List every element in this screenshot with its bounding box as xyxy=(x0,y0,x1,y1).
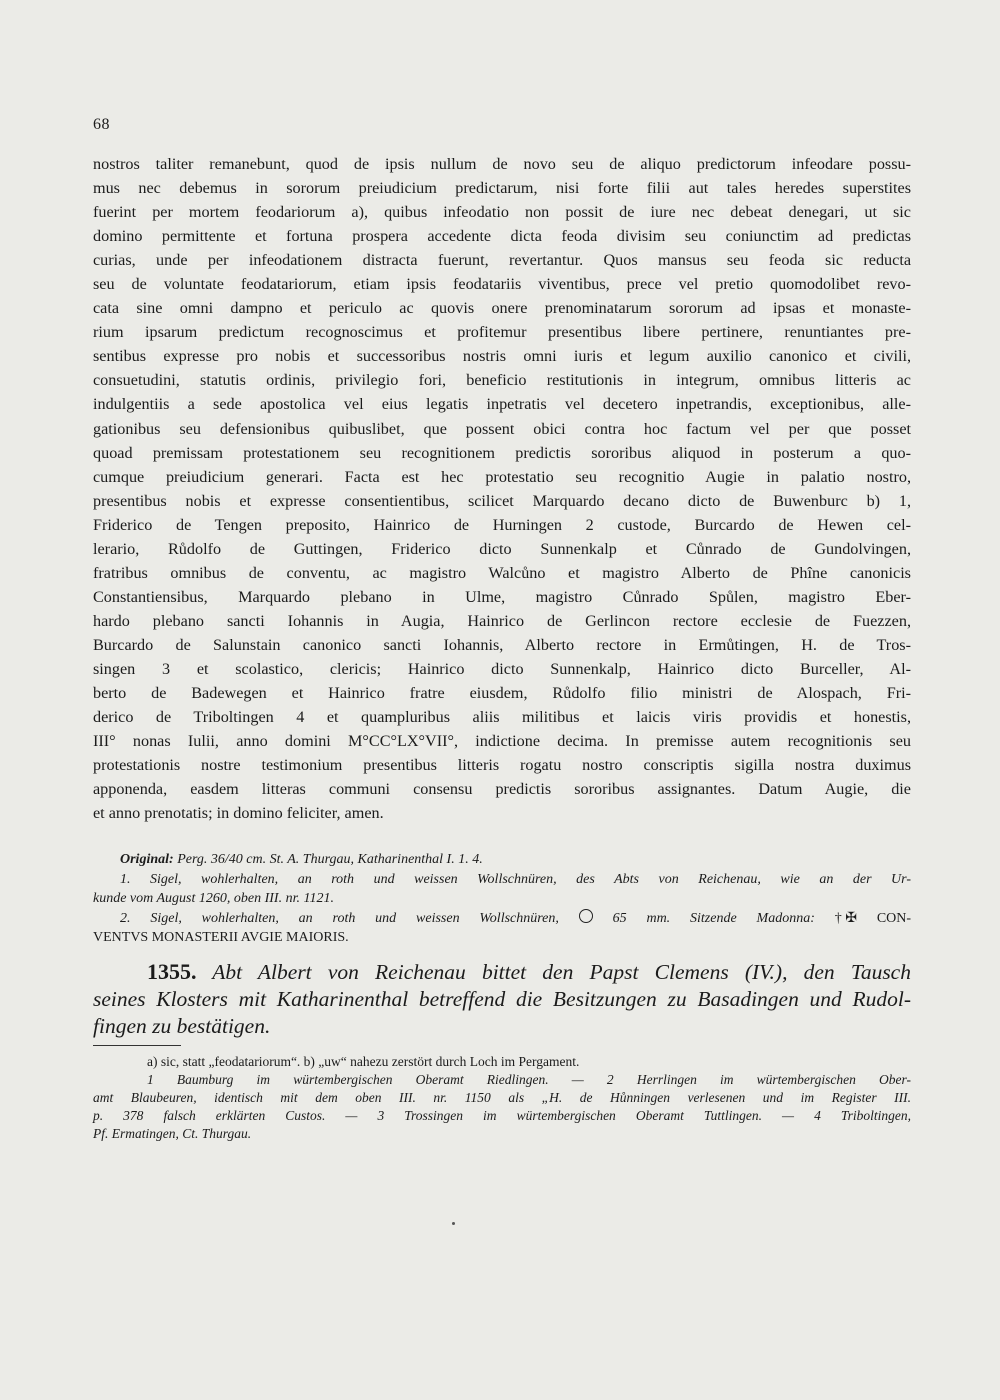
cross-icon: † ✠ xyxy=(834,910,857,926)
entry-heading xyxy=(93,958,911,1041)
seal-note-2-part-b: 65 mm. Sitzende Madonna: xyxy=(612,910,815,926)
body-line: fratribus omnibus de conventu, ac magistro Walcůno et magistro Alberto de Phîne canonicis xyxy=(93,563,911,582)
entry-number: 1355. xyxy=(147,959,197,984)
body-line: cumque preiudicium generari. Facta est hec protestatio seu recognitio Augie in palatio nostro, xyxy=(93,467,911,486)
body-line: Burcardo de Salunstain canonico sancti Iohannis, Alberto rectore in Ermůtingen, H. de Tros- xyxy=(93,635,911,654)
body-line: III° nonas Iulii, anno domini M°CC°LX°VII°, indictione decima. In premisse autem recognitionis seu xyxy=(93,732,911,751)
charter-body-text xyxy=(93,152,911,825)
footnote-line-5: Pf. Ermatingen, Ct. Thurgau. xyxy=(93,1126,252,1141)
body-line: sentibus expresse pro nobis et successoribus nostris omni iuris et legum auxilio canonico et civili, xyxy=(93,347,911,366)
archival-notes xyxy=(93,850,911,948)
body-line: fuerint per mortem feodariorum a), quibus infeodatio non possit de iure nec debeat denegari, ut sic xyxy=(93,203,911,222)
seal-note-2-part-a: 2. Sigel, wohlerhalten, an roth und weissen Wollschnüren, xyxy=(120,910,559,926)
body-line: berto de Badewegen et Hainrico fratre eiusdem, Růdolfo filio ministri de Alospach, Fri- xyxy=(93,684,911,703)
body-line: presentibus nobis et expresse consentientibus, scilicet Marquardo decano dicto de Buwenburc b) 1, xyxy=(93,491,911,510)
body-line: consuetudini, statutis ordinis, privilegio fori, beneficio restitutionis in integrum, omnibus litteris ac xyxy=(93,371,911,390)
footnote-line-4: p. 378 falsch erklärten Custos. — 3 Trossingen im würtembergischen Oberamt Tuttlingen. — 4 Triboltingen, xyxy=(93,1108,911,1123)
body-line: lerario, Růdolfo de Guttingen, Friderico dicto Sunnenkalp et Cůnrado de Gundolvingen, xyxy=(93,539,911,558)
paper-speck xyxy=(452,1222,455,1225)
circle-seal-icon xyxy=(579,909,593,923)
seal-note-1-line-1: 1. Sigel, wohlerhalten, an roth und weissen Wollschnüren, des Abts von Reichenau, wie an der Ur- xyxy=(120,871,911,887)
body-line: et anno prenotatis; in domino feliciter, amen. xyxy=(93,804,384,823)
body-line: nostros taliter remanebunt, quod de ipsis nullum de novo seu de aliquo predictorum infeodare possu- xyxy=(93,155,911,173)
seal-note-2-line-2: VENTVS MONASTERII AVGIE MAIORIS. xyxy=(93,930,349,945)
body-line: indulgentiis a sede apostolica vel eius legatis inpetratis vel decetero inpetrandis, exceptionibus, alle- xyxy=(93,395,911,414)
body-line: domino permittente et fortuna prospera accedente dicta feoda divisim seu coniunctim ad predictas xyxy=(93,227,911,246)
seal-note-2-part-c: CON- xyxy=(876,910,912,926)
body-line: protestationis nostre testimonium presentibus litteris rogatu nostro conscriptis sigilla nostra duximus xyxy=(93,756,911,775)
body-line: Friderico de Tengen preposito, Hainrico de Hurningen 2 custode, Burcardo de Hewen cel- xyxy=(93,515,911,534)
body-line: Constantiensibus, Marquardo plebano in Ulme, magistro Cůnrado Spůlen, magistro Eber- xyxy=(93,587,911,606)
body-line: curias, unde per infeodationem distracta fuerunt, revertantur. Quos mansus seu feoda sic reducta xyxy=(93,251,911,270)
footnote-line-3: amt Blaubeuren, identisch mit dem oben III. nr. 1150 als „H. de Hůnningen verlesenen und im Register III. xyxy=(93,1090,911,1105)
body-line: mus nec debemus in sororum preiudicium predictarum, nisi forte filii aut tales heredes superstites xyxy=(93,179,911,198)
body-line: rium ipsarum predictum recognoscimus et profitemur presentibus libere pertinere, renuntiantes pre- xyxy=(93,323,911,342)
body-line: hardo plebano sancti Iohannis in Augia, Hainrico de Gerlincon rectore ecclesie de Fuezzen, xyxy=(93,611,911,630)
original-label: Original: xyxy=(120,852,174,867)
entry-title-part-1: Abt Albert von Reichenau bittet den Papst Clemens (IV.), den Tausch xyxy=(212,960,911,984)
original-note xyxy=(93,850,911,870)
body-line: apponenda, easdem litteras communi consensu predictis sororibus assignantes. Datum Augie, die xyxy=(93,780,911,799)
footnotes xyxy=(93,1053,911,1143)
page-number: 68 xyxy=(93,116,110,133)
entry-heading-line-1 xyxy=(93,958,911,986)
body-line: cata sine omni dampno et periculo ac quovis onere prenominatarum sororum ad ipsas et monaste- xyxy=(93,299,911,318)
body-line: derico de Triboltingen 4 et quampluribus aliis militibus et laicis viris providis et honestis, xyxy=(93,708,911,727)
footnote-line-2: 1 Baumburg im würtembergischen Oberamt Riedlingen. — 2 Herrlingen im würtembergischen Ober- xyxy=(147,1072,911,1087)
body-line: quoad premissam protestationem seu recognitionem predictis sororibus aliquod in posterum a quo- xyxy=(93,443,911,462)
seal-note-1-line-2: kunde vom August 1260, oben III. nr. 1121. xyxy=(93,891,334,906)
entry-heading-line-3: fingen zu bestätigen. xyxy=(93,1014,271,1038)
footnote-a-b: a) sic, statt „feodatariorum“. b) „uw“ nahezu zerstört durch Loch im Pergament. xyxy=(147,1054,580,1069)
original-text: Perg. 36/40 cm. St. A. Thurgau, Katharinenthal I. 1. 4. xyxy=(177,852,483,867)
footnote-divider xyxy=(93,1045,181,1046)
body-line: singen 3 et scolastico, clericis; Hainrico dicto Sunnenkalp, Hainrico dicto Burceller, Al- xyxy=(93,659,911,678)
seal-note-2-line-1 xyxy=(93,909,911,929)
body-line: seu de voluntate feodatariorum, etiam ipsis feodatariis viventibus, prece vel pretio quomodolibet revo- xyxy=(93,275,911,294)
entry-heading-line-2: seines Klosters mit Katharinenthal betreffend die Besitzungen zu Basadingen und Rudol- xyxy=(93,986,911,1011)
body-line: gationibus seu defensionibus quibuslibet, que possent obici contra hoc factum vel per que posset xyxy=(93,419,911,438)
